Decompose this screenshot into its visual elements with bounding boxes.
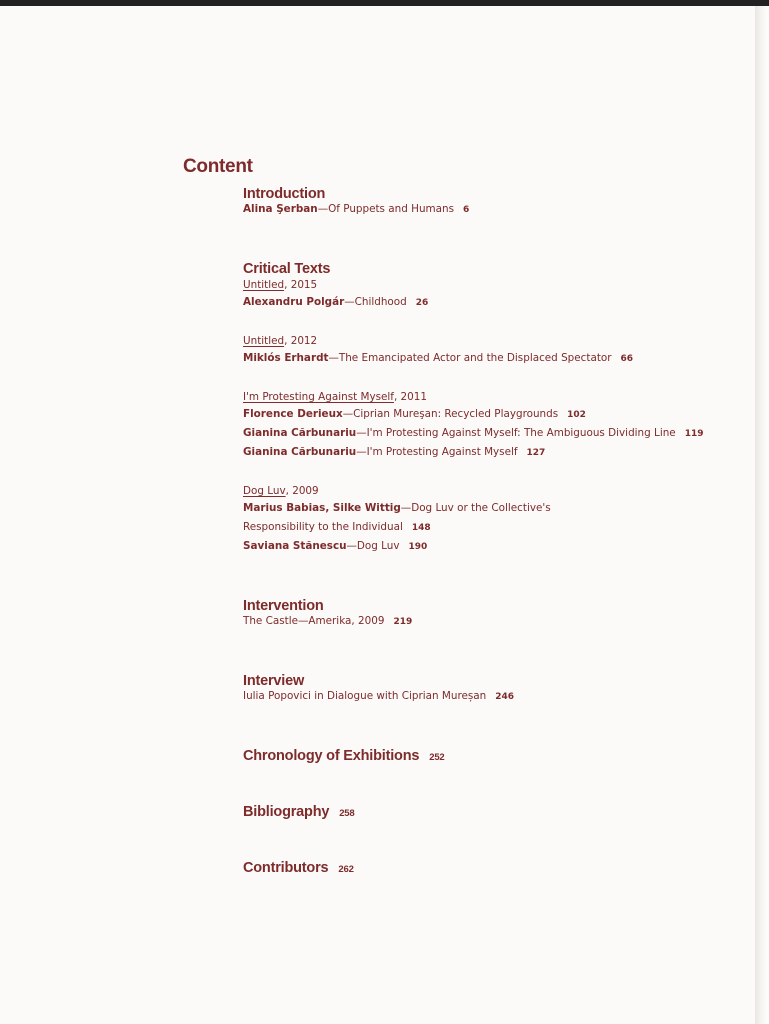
toc-entry[interactable] [243, 615, 412, 627]
entry-page-number: 190 [408, 542, 428, 552]
work-year: , 2012 [284, 335, 318, 347]
entry-separator: — [317, 203, 329, 215]
entry-page-number: 6 [463, 205, 470, 215]
toc-entry[interactable] [243, 502, 551, 514]
entry-author: Alexandru Polgár [243, 296, 345, 308]
entry-separator: — [344, 296, 355, 308]
work-title: I'm Protesting Against Myself [243, 391, 394, 403]
work-title-line [243, 335, 317, 347]
work-year: , 2011 [393, 391, 428, 403]
entry-page-number: 26 [415, 298, 429, 308]
entry-title: I'm Protesting Against Myself [366, 446, 518, 458]
entry-page-number: 119 [684, 429, 704, 439]
section-heading-interview: Interview [243, 673, 305, 689]
entry-separator: — [342, 408, 354, 420]
entry-page-number: 127 [526, 448, 546, 458]
entry-separator: — [356, 446, 367, 458]
toc-entry[interactable] [243, 446, 545, 458]
entry-page-number: 219 [393, 617, 413, 627]
contents-title: Content [183, 156, 253, 177]
entry-title: The Castle—Amerika, 2009 [243, 615, 385, 627]
entry-author: Florence Derieux [243, 408, 343, 420]
toc-entry[interactable] [243, 352, 633, 364]
entry-author: Gianina Cărbunariu [243, 446, 357, 458]
entry-title: Childhood [354, 296, 407, 308]
entry-title: The Emancipated Actor and the Displaced Spectator [338, 352, 612, 364]
entry-title-continuation: Responsibility to the Individual [243, 521, 403, 533]
toc-entry[interactable] [243, 296, 428, 308]
section-heading-critical-texts: Critical Texts [243, 261, 331, 277]
entry-title: Ciprian Mureşan: Recycled Playgrounds [353, 408, 559, 420]
work-year: , 2009 [285, 485, 319, 497]
toc-entry-continuation[interactable] [243, 521, 431, 533]
entry-author: Alina Şerban [243, 203, 318, 215]
entry-separator: — [328, 352, 339, 364]
entry-author: Miklós Erhardt [243, 352, 329, 364]
section-heading-introduction: Introduction [243, 186, 326, 202]
entry-page-number: 246 [495, 692, 515, 702]
work-title-line [243, 279, 317, 291]
contributors-label: Contributors [243, 860, 329, 876]
toc-entry[interactable] [243, 690, 514, 702]
page-edge-shadow [755, 6, 769, 1024]
toc-entry[interactable] [243, 408, 586, 420]
bibliography-page-number: 258 [339, 808, 355, 819]
entry-separator: — [356, 427, 367, 439]
entry-title: Dog Luv [356, 540, 400, 552]
work-title: Untitled [243, 335, 285, 347]
page [0, 6, 756, 1024]
work-title-line [243, 391, 427, 403]
entry-separator: — [400, 502, 412, 514]
entry-author: Gianina Cărbunariu [243, 427, 357, 439]
bibliography-label: Bibliography [243, 804, 330, 820]
entry-title: Dog Luv or the Collective's [411, 502, 551, 514]
entry-page-number: 66 [620, 354, 634, 364]
entry-separator: — [346, 540, 357, 552]
entry-page-number: 148 [411, 523, 431, 533]
toc-entry[interactable] [243, 540, 427, 552]
chronology-page-number: 252 [429, 752, 445, 763]
section-heading-intervention: Intervention [243, 598, 324, 614]
entry-title: Iulia Popovici in Dialogue with Ciprian Mureșan [243, 690, 487, 702]
entry-author: Marius Babias, Silke Wittig [243, 502, 401, 514]
section-heading-bibliography[interactable] [243, 804, 354, 820]
work-title-line [243, 485, 319, 497]
entry-page-number: 102 [567, 410, 586, 420]
chronology-label: Chronology of Exhibitions [243, 748, 420, 764]
work-title: Untitled [243, 279, 285, 291]
section-heading-contributors[interactable] [243, 860, 354, 876]
contributors-page-number: 262 [338, 864, 354, 875]
toc-entry[interactable] [243, 427, 704, 439]
entry-title: I'm Protesting Against Myself: The Ambiguous Dividing Line [366, 427, 676, 439]
entry-title: Of Puppets and Humans [328, 203, 455, 215]
toc-entry[interactable] [243, 203, 469, 215]
work-title: Dog Luv [243, 485, 286, 497]
entry-author: Saviana Stănescu [243, 540, 347, 552]
section-heading-chronology[interactable] [243, 748, 445, 764]
work-year: , 2015 [284, 279, 318, 291]
